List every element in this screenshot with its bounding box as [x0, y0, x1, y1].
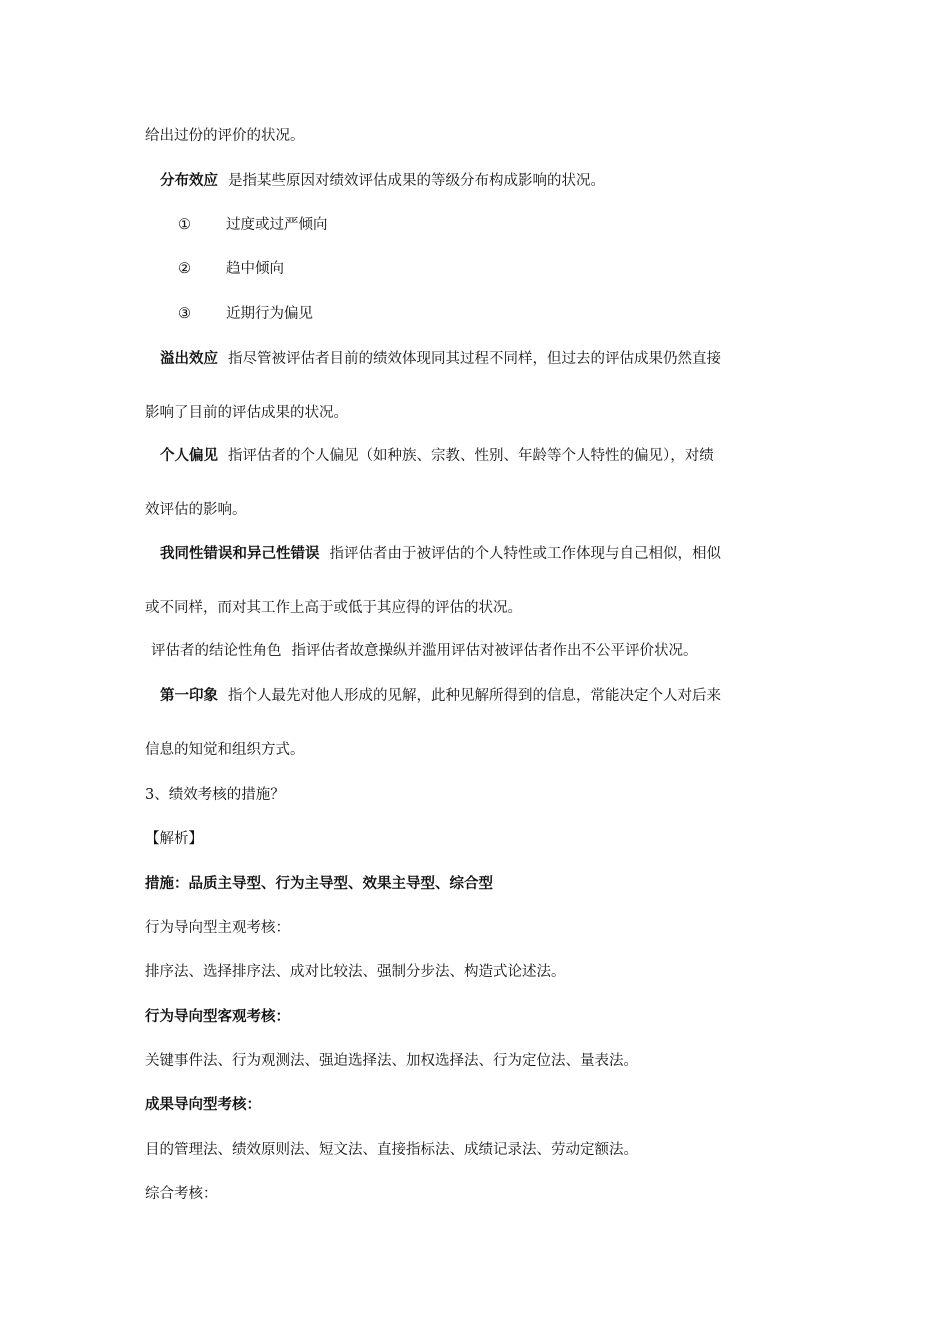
text: 效评估的影响。: [145, 502, 247, 518]
result-heading: [145, 1095, 825, 1115]
methods-text: 目的管理法、绩效原则法、短文法、直接指标法、成绩记录法、劳动定额法。: [145, 1142, 638, 1158]
paragraph-continuation: [145, 740, 825, 760]
question-heading: [145, 785, 825, 805]
list-item-text: 趋中倾向: [226, 261, 284, 277]
measures-summary: [145, 874, 825, 894]
heading-text: 行为导向型主观考核：: [145, 920, 290, 936]
term-personal-bias: 个人偏见: [160, 448, 218, 464]
term-distribution-effect: 分布效应: [160, 173, 218, 189]
definition-text: 指评估者的个人偏见（如种族、宗教、性别、年龄等个人特性的偏见），对绩: [228, 448, 714, 464]
methods-text: 排序法、选择排序法、成对比较法、强制分步法、构造式论述法。: [145, 964, 566, 980]
definition-text: 指评估者故意操纵并滥用评估对被评估者作出不公平评价状况。: [291, 643, 698, 659]
list-item-text: 过度或过严倾向: [226, 217, 328, 233]
first-impression-paragraph: [160, 686, 810, 706]
spillover-effect-paragraph: [160, 349, 810, 369]
term-similarity-error: 我同性错误和异己性错误: [160, 546, 320, 562]
text: 影响了目前的评估成果的状况。: [145, 405, 348, 421]
conclusion-role-paragraph: [151, 641, 831, 661]
definition-text: 指尽管被评估者目前的绩效体现同其过程不同样，但过去的评估成果仍然直接: [228, 351, 721, 367]
definition-text: 指评估者由于被评估的个人特性或工作体现与自己相似，相似: [329, 546, 721, 562]
list-item: [178, 259, 858, 279]
paragraph-continuation: [145, 126, 825, 146]
result-methods: [145, 1140, 825, 1160]
behavior-objective-heading: [145, 1007, 825, 1027]
text: 给出过份的评价的状况。: [145, 128, 305, 144]
text: 或不同样，而对其工作上高于或低于其应得的评估的状况。: [145, 600, 522, 616]
question-text: 3、绩效考核的措施？: [145, 787, 285, 803]
term-first-impression: 第一印象: [160, 688, 218, 704]
analysis-label: [145, 829, 825, 849]
similarity-error-paragraph: [160, 544, 810, 564]
definition-text: 指个人最先对他人形成的见解，此种见解所得到的信息，常能决定个人对后来: [228, 688, 721, 704]
text: 信息的知觉和组织方式。: [145, 742, 305, 758]
heading-text: 成果导向型考核：: [145, 1097, 261, 1113]
paragraph-continuation: [145, 598, 825, 618]
heading-text: 行为导向型客观考核：: [145, 1009, 290, 1025]
personal-bias-paragraph: [160, 446, 810, 466]
comprehensive-heading: [145, 1184, 825, 1204]
list-marker: ②: [178, 261, 191, 277]
list-item-text: 近期行为偏见: [226, 306, 313, 322]
term-spillover-effect: 溢出效应: [160, 351, 218, 367]
methods-text: 关键事件法、行为观测法、强迫选择法、加权选择法、行为定位法、量表法。: [145, 1053, 638, 1069]
analysis-text: 【解析】: [145, 831, 203, 847]
behavior-subjective-methods: [145, 962, 825, 982]
paragraph-continuation: [145, 500, 825, 520]
behavior-objective-methods: [145, 1051, 825, 1071]
term-conclusion-role: 评估者的结论性角色: [151, 643, 282, 659]
heading-text: 综合考核：: [145, 1186, 218, 1202]
list-item: [178, 304, 858, 324]
list-item: [178, 215, 858, 235]
distribution-effect-paragraph: [160, 171, 840, 191]
list-marker: ③: [178, 306, 191, 322]
paragraph-continuation: [145, 403, 825, 423]
measures-text: 措施：品质主导型、行为主导型、效果主导型、综合型: [145, 876, 493, 892]
behavior-subjective-heading: [145, 918, 825, 938]
definition-text: 是指某些原因对绩效评估成果的等级分布构成影响的状况。: [228, 173, 605, 189]
list-marker: ①: [178, 217, 191, 233]
